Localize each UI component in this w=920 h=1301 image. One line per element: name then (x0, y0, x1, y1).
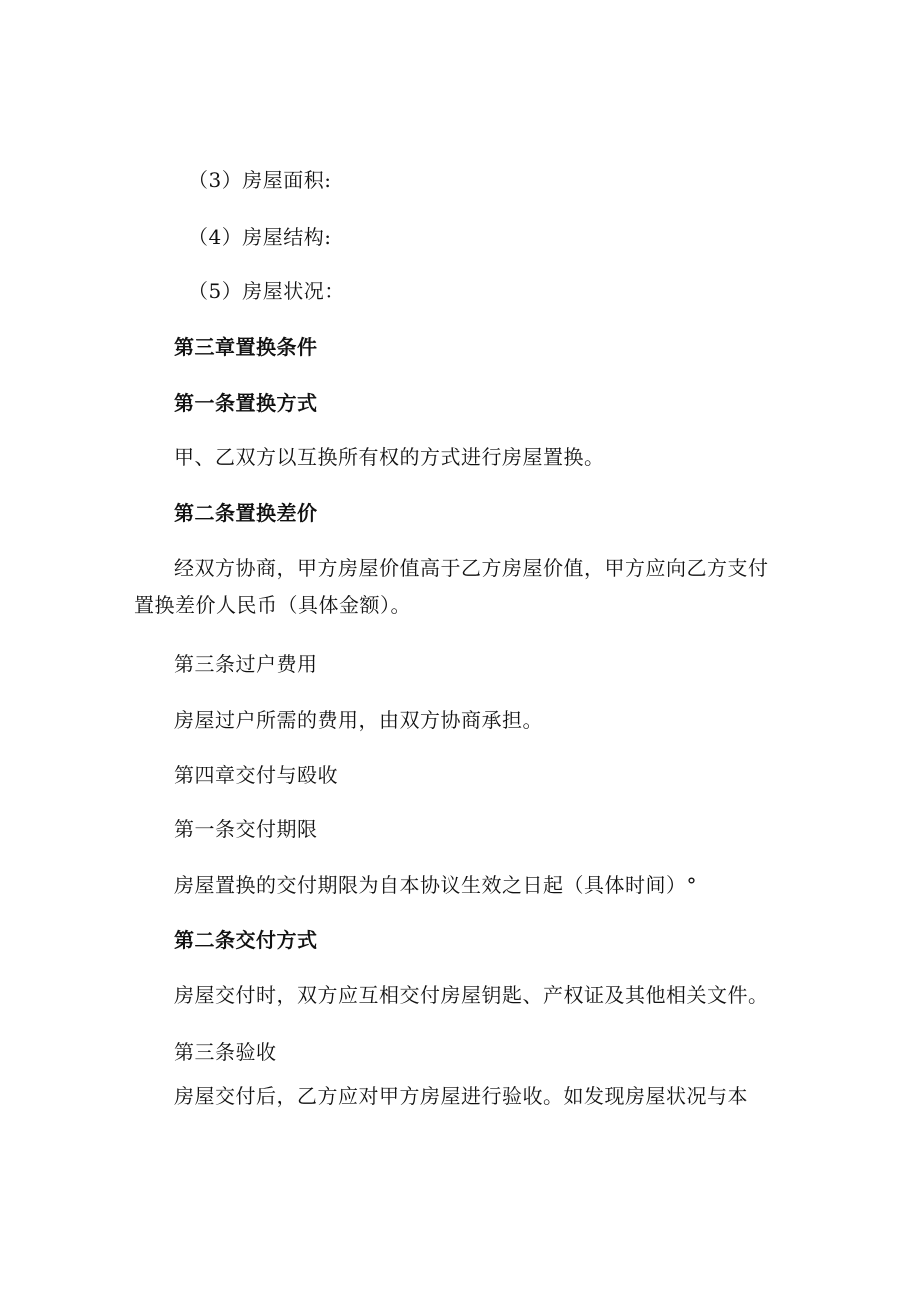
article-3-text: 房屋过户所需的费用，由双方协商承担。 (174, 708, 543, 732)
item-house-condition: （5）房屋状况： (188, 279, 345, 303)
article-2-heading: 第二条置换差价 (174, 501, 318, 525)
delivery-method-heading: 第二条交付方式 (174, 928, 318, 952)
item-house-area: （3）房屋面积: (188, 168, 332, 192)
chapter-4-heading: 第四章交付与殴收 (174, 763, 338, 787)
article-1-text: 甲、乙双方以互换所有权的方式进行房屋置换。 (174, 445, 605, 469)
delivery-period-text: 房屋置换的交付期限为自本协议生效之日起（具体时间）° (174, 873, 697, 897)
article-1-heading: 第一条置换方式 (174, 391, 318, 415)
chapter-3-heading: 第三章置换条件 (174, 335, 318, 359)
item-house-structure: （4）房屋结构: (188, 225, 332, 249)
inspection-text: 房屋交付后，乙方应对甲方房屋进行验收。如发现房屋状况与本 (174, 1084, 748, 1108)
delivery-period-heading: 第一条交付期限 (174, 817, 318, 841)
article-2-paragraph: 经双方协商，甲方房屋价值高于乙方房屋价值，甲方应向乙方支付置换差价人民币（具体金额）。 (134, 556, 769, 617)
inspection-heading: 第三条验收 (174, 1040, 277, 1064)
article-3-heading: 第三条过户费用 (174, 652, 318, 676)
delivery-method-text: 房屋交付时，双方应互相交付房屋钥匙、产权证及其他相关文件。 (174, 983, 769, 1007)
